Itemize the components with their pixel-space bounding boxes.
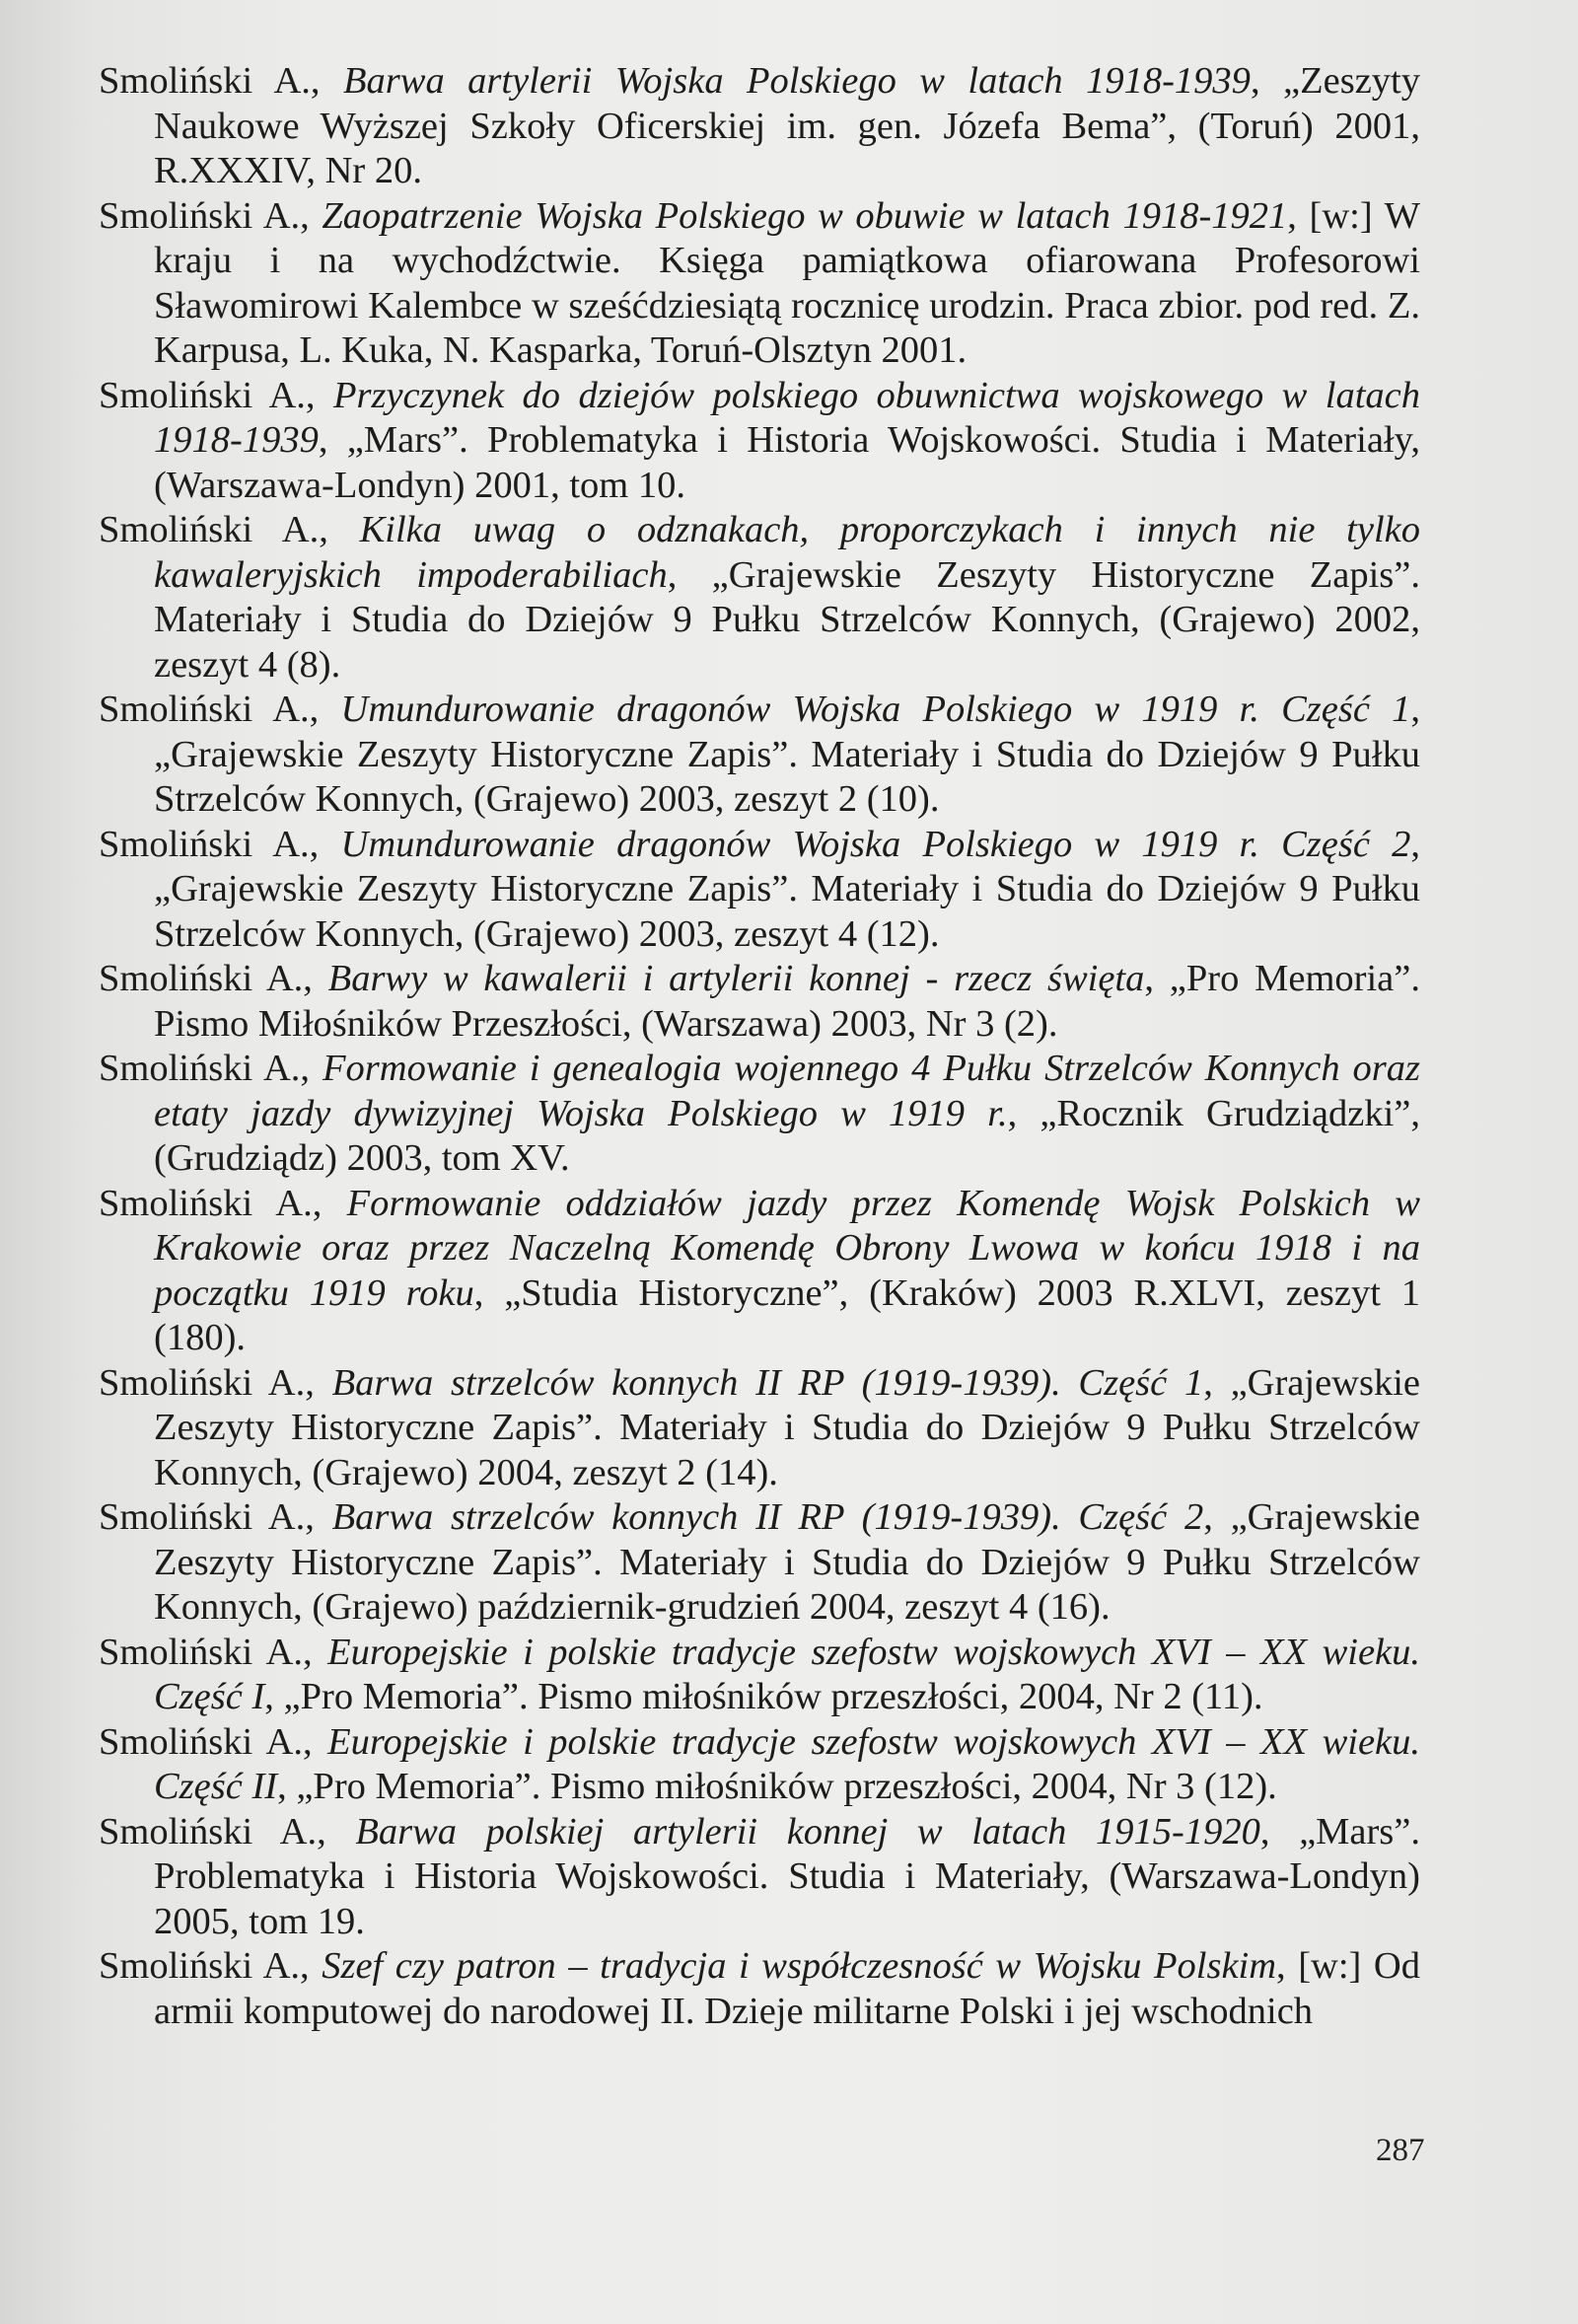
- entry-author: Smoliński A.,: [99, 1945, 323, 1987]
- entry-details: , [w:] W kraju i na wychodźctwie. Księga pamiątkowa ofiarowana Profesorowi Sławomirowi Kalembce w sześćdziesiątą rocznicę urodzin. Praca zbior. pod red. Z. Karpusa, L. Kuka, N. Kasparka, Toruń-Olsztyn 2001.: [154, 194, 1420, 371]
- bibliography-entry: [99, 374, 1420, 509]
- entry-details: , „Studia Historyczne”, (Kraków) 2003 R.XLVI, zeszyt 1 (180).: [154, 1271, 1420, 1358]
- entry-title: Barwa strzelców konnych II RP (1919-1939). Część 2: [331, 1496, 1204, 1538]
- bibliography-entry: [99, 688, 1420, 823]
- entry-title: Formowanie oddziałów jazdy przez Komendę Wojsk Polskich w Krakowie oraz przez Naczelną Komendę Obrony Lwowa w końcu 1918 i na początku 1919 roku: [154, 1182, 1420, 1314]
- entry-title: Kilka uwag o odznakach, proporczykach i innych nie tylko kawaleryjskich impoderabiliach: [154, 509, 1420, 596]
- entry-author: Smoliński A.,: [99, 823, 341, 865]
- entry-details: , „Pro Memoria”. Pismo miłośników przeszłości, 2004, Nr 3 (12).: [277, 1766, 1277, 1807]
- entry-details: , „Grajewskie Zeszyty Historyczne Zapis”. Materiały i Studia do Dziejów 9 Pułku Strzelców Konnych, (Grajewo) 2002, zeszyt 4 (8).: [154, 553, 1420, 686]
- entry-title: Barwa strzelców konnych II RP (1919-1939). Część 1: [331, 1361, 1204, 1404]
- entry-details: , „Grajewskie Zeszyty Historyczne Zapis”. Materiały i Studia do Dziejów 9 Pułku Strzelców Konnych, (Grajewo) 2003, zeszyt 2 (10).: [154, 689, 1420, 820]
- entry-author: Smoliński A.,: [99, 958, 328, 999]
- bibliography-entry: [99, 1810, 1420, 1945]
- entry-title: Formowanie i genealogia wojennego 4 Pułku Strzelców Konnych oraz etaty jazdy dywizyjnej Wojska Polskiego w 1919 r.: [154, 1048, 1420, 1134]
- entry-details: , [w:] Od armii komputowej do narodowej II. Dzieje militarne Polski i jej wschodnich: [154, 1945, 1420, 2032]
- entry-title: Umundurowanie dragonów Wojska Polskiego w 1919 r. Część 2: [340, 823, 1411, 865]
- bibliography-entry: [99, 1944, 1420, 2034]
- bibliography-entry: [99, 1047, 1420, 1182]
- bibliography-entry: [99, 194, 1420, 374]
- bibliography-entry: [99, 508, 1420, 688]
- entry-author: Smoliński A.,: [99, 194, 323, 237]
- bibliography-entry: [99, 1495, 1420, 1631]
- entry-author: Smoliński A.,: [99, 1631, 328, 1673]
- entry-title: Umundurowanie dragonów Wojska Polskiego w 1919 r. Część 1: [340, 689, 1411, 730]
- entry-details: , „Pro Memoria”. Pismo Miłośników Przeszłości, (Warszawa) 2003, Nr 3 (2).: [154, 958, 1420, 1045]
- entry-title: Europejskie i polskie tradycje szefostw wojskowych XVI – XX wieku. Część I: [154, 1631, 1420, 1717]
- page-number: 287: [1376, 2133, 1425, 2168]
- entry-details: , „Grajewskie Zeszyty Historyczne Zapis”. Materiały i Studia do Dziejów 9 Pułku Strzelców Konnych, (Grajewo) 2004, zeszyt 2 (14).: [154, 1361, 1420, 1493]
- entry-title: Barwa artylerii Wojska Polskiego w latach 1918-1939: [343, 60, 1251, 102]
- entry-details: , „Rocznik Grudziądzki”, (Grudziądz) 2003, tom XV.: [154, 1092, 1421, 1179]
- entry-title: Zaopatrzenie Wojska Polskiego w obuwie w latach 1918-1921: [322, 194, 1288, 237]
- bibliography-entry: [99, 1720, 1420, 1810]
- entry-author: Smoliński A.,: [99, 1182, 347, 1224]
- entry-author: Smoliński A.,: [99, 1048, 323, 1089]
- bibliography-entry: [99, 1631, 1420, 1720]
- entry-details: , „Mars”. Problematyka i Historia Wojskowości. Studia i Materiały, (Warszawa-Londyn) 2005, tom 19.: [154, 1810, 1420, 1942]
- bibliography-entry: [99, 1182, 1420, 1361]
- bibliography-entry: [99, 823, 1420, 958]
- entry-author: Smoliński A.,: [99, 374, 333, 416]
- entry-title: Barwy w kawalerii i artylerii konnej - rzecz święta: [327, 958, 1145, 999]
- entry-title: Szef czy patron – tradycja i współczesność w Wojsku Polskim: [322, 1945, 1277, 1987]
- bibliography-entry: [99, 957, 1420, 1047]
- entry-author: Smoliński A.,: [99, 1361, 332, 1404]
- entry-details: , „Grajewskie Zeszyty Historyczne Zapis”. Materiały i Studia do Dziejów 9 Pułku Strzelców Konnych, (Grajewo) październik-grudzień 2004, zeszyt 4 (16).: [154, 1496, 1420, 1628]
- entry-details: , „Mars”. Problematyka i Historia Wojskowości. Studia i Materiały, (Warszawa-Londyn) 2001, tom 10.: [154, 419, 1420, 506]
- entry-title: Przyczynek do dziejów polskiego obuwnictwa wojskowego w latach 1918-1939: [154, 374, 1420, 461]
- entry-title: Barwa polskiej artylerii konnej w latach 1915-1920: [355, 1810, 1260, 1852]
- entry-author: Smoliński A.,: [99, 60, 344, 102]
- bibliography-entry: [99, 1361, 1420, 1496]
- entry-details: , „Zeszyty Naukowe Wyższej Szkoły Oficerskiej im. gen. Józefa Bema”, (Toruń) 2001, R.XXXIV, Nr 20.: [154, 60, 1420, 191]
- entry-title: Europejskie i polskie tradycje szefostw wojskowych XVI – XX wieku. Część II: [154, 1720, 1420, 1807]
- entry-author: Smoliński A.,: [99, 689, 341, 730]
- bibliography-list: [99, 59, 1420, 2034]
- entry-author: Smoliński A.,: [99, 1720, 328, 1763]
- entry-author: Smoliński A.,: [99, 1496, 332, 1538]
- entry-author: Smoliński A.,: [99, 1810, 356, 1852]
- entry-details: , „Pro Memoria”. Pismo miłośników przeszłości, 2004, Nr 2 (11).: [264, 1676, 1263, 1717]
- entry-author: Smoliński A.,: [99, 509, 360, 550]
- entry-details: , „Grajewskie Zeszyty Historyczne Zapis”. Materiały i Studia do Dziejów 9 Pułku Strzelców Konnych, (Grajewo) 2003, zeszyt 4 (12).: [154, 823, 1420, 955]
- bibliography-entry: [99, 59, 1420, 194]
